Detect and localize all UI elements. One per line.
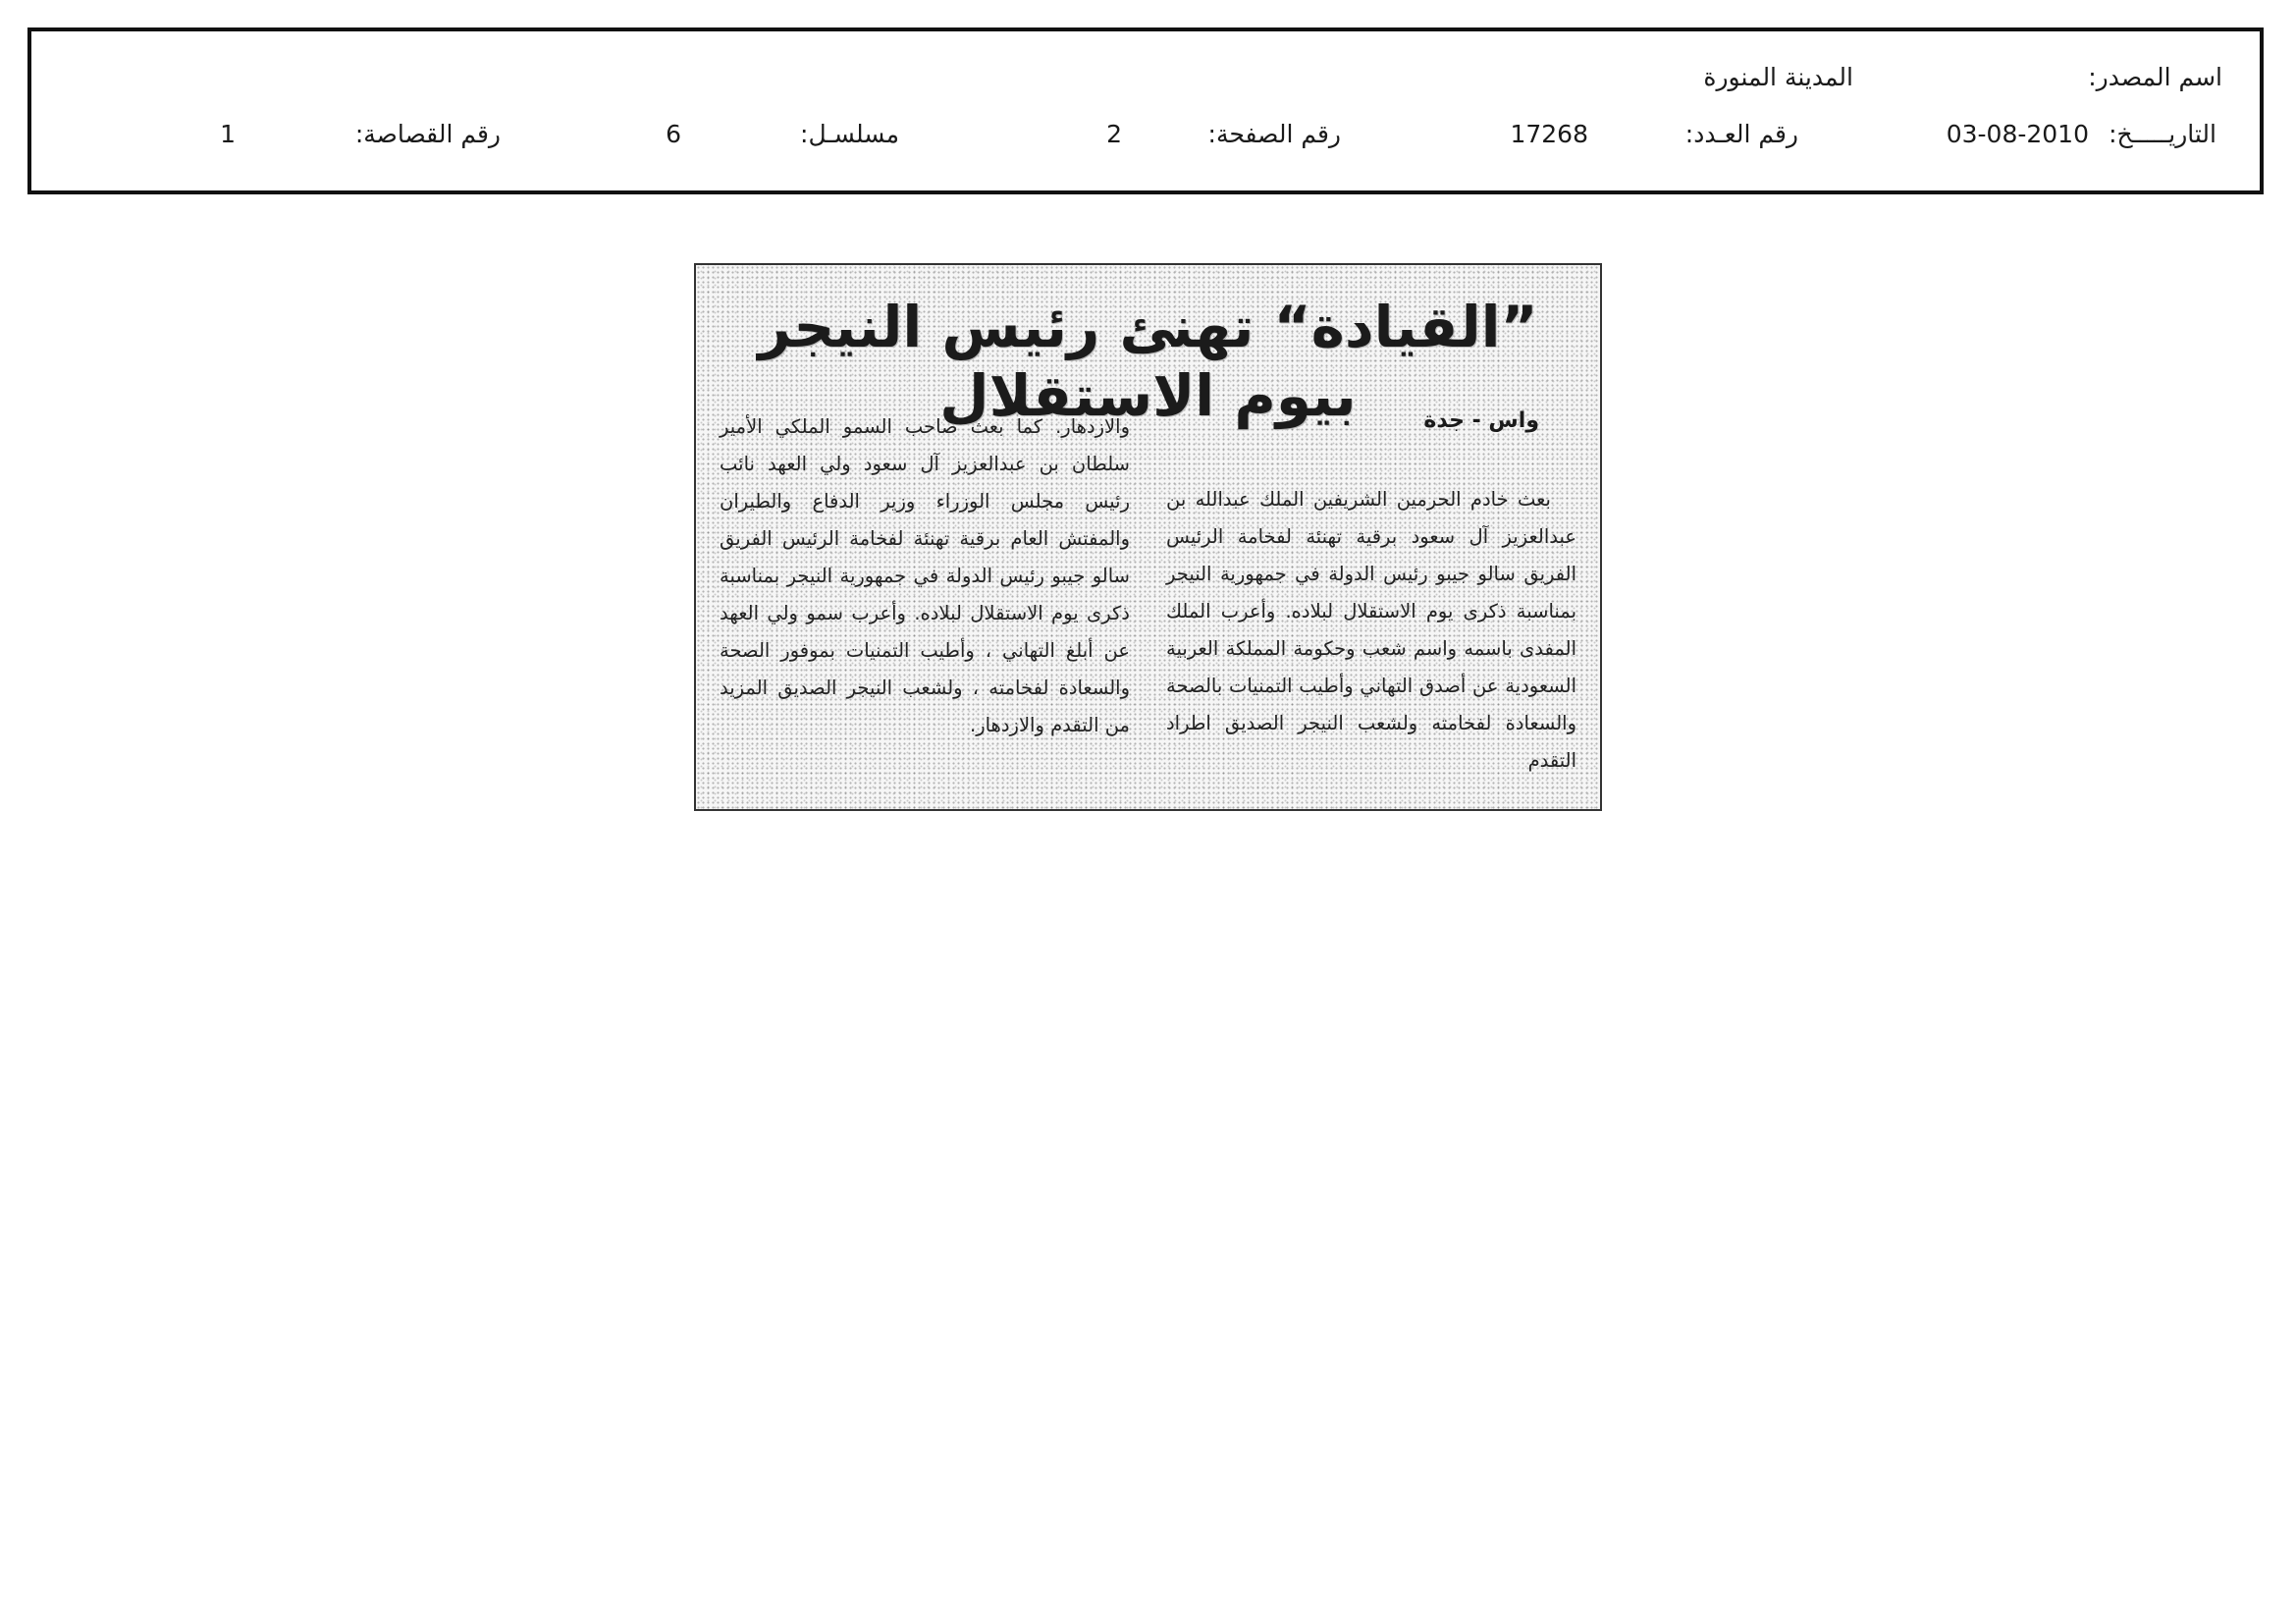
article-paragraph: والازدهار. كما بعث صاحب السمو الملكي الأمير سلطان بن عبدالعزيز آل سعود ولي العهد نائب رئيس مجلس الوزراء وزير الدفاع والطيران والمفتش العام برقية تهنئة لفخامة الرئيس الفريق سالو جيبو رئيس الدولة في جمهورية النيجر بمناسبة ذكرى يوم الاستقلال لبلاده. وأعرب سمو ولي العهد عن أبلغ التهاني ، وأطيب التمنيات بموفور الصحة والسعادة لفخامته ، ولشعب النيجر الصديق المزيد من التقدم والازدهار. [720, 415, 1130, 736]
source-value: المدينة المنورة [1703, 63, 1853, 91]
date-label: التاريـــــخ: [2109, 120, 2216, 148]
date-value: 03-08-2010 [1946, 120, 2089, 148]
serial-label: مسلسـل: [800, 120, 899, 148]
article-headline: ”القيادة“ تهنئ رئيس النيجر بيوم الاستقلال [758, 294, 1538, 429]
article-paragraph: بعث خادم الحرمين الشريفين الملك عبدالله بن عبدالعزيز آل سعود برقية تهنئة لفخامة الرئيس الفريق سالو جيبو رئيس الدولة في جمهورية النيجر بمناسبة ذكرى يوم الاستقلال لبلاده. وأعرب الملك المفدى باسمه واسم شعب وحكومة المملكة العربية السعودية عن أصدق التهاني وأطيب التمنيات بالصحة والسعادة لفخامته ولشعب النيجر الصديق اطراد التقدم [1166, 488, 1576, 772]
page-value: 2 [1106, 120, 1122, 148]
article-dateline: واس - جدة [1423, 408, 1539, 433]
serial-value: 6 [666, 120, 681, 148]
page-label: رقم الصفحة: [1207, 120, 1341, 148]
issue-value: 17268 [1510, 120, 1588, 148]
article-column-left [720, 408, 1130, 744]
metadata-header [27, 27, 2264, 194]
article-column-right [1166, 481, 1576, 780]
clip-label: رقم القصاصة: [354, 120, 501, 148]
newspaper-clipping [694, 263, 1602, 811]
clip-value: 1 [220, 120, 236, 148]
issue-label: رقم العـدد: [1684, 120, 1798, 148]
source-label: اسم المصدر: [2088, 63, 2222, 91]
